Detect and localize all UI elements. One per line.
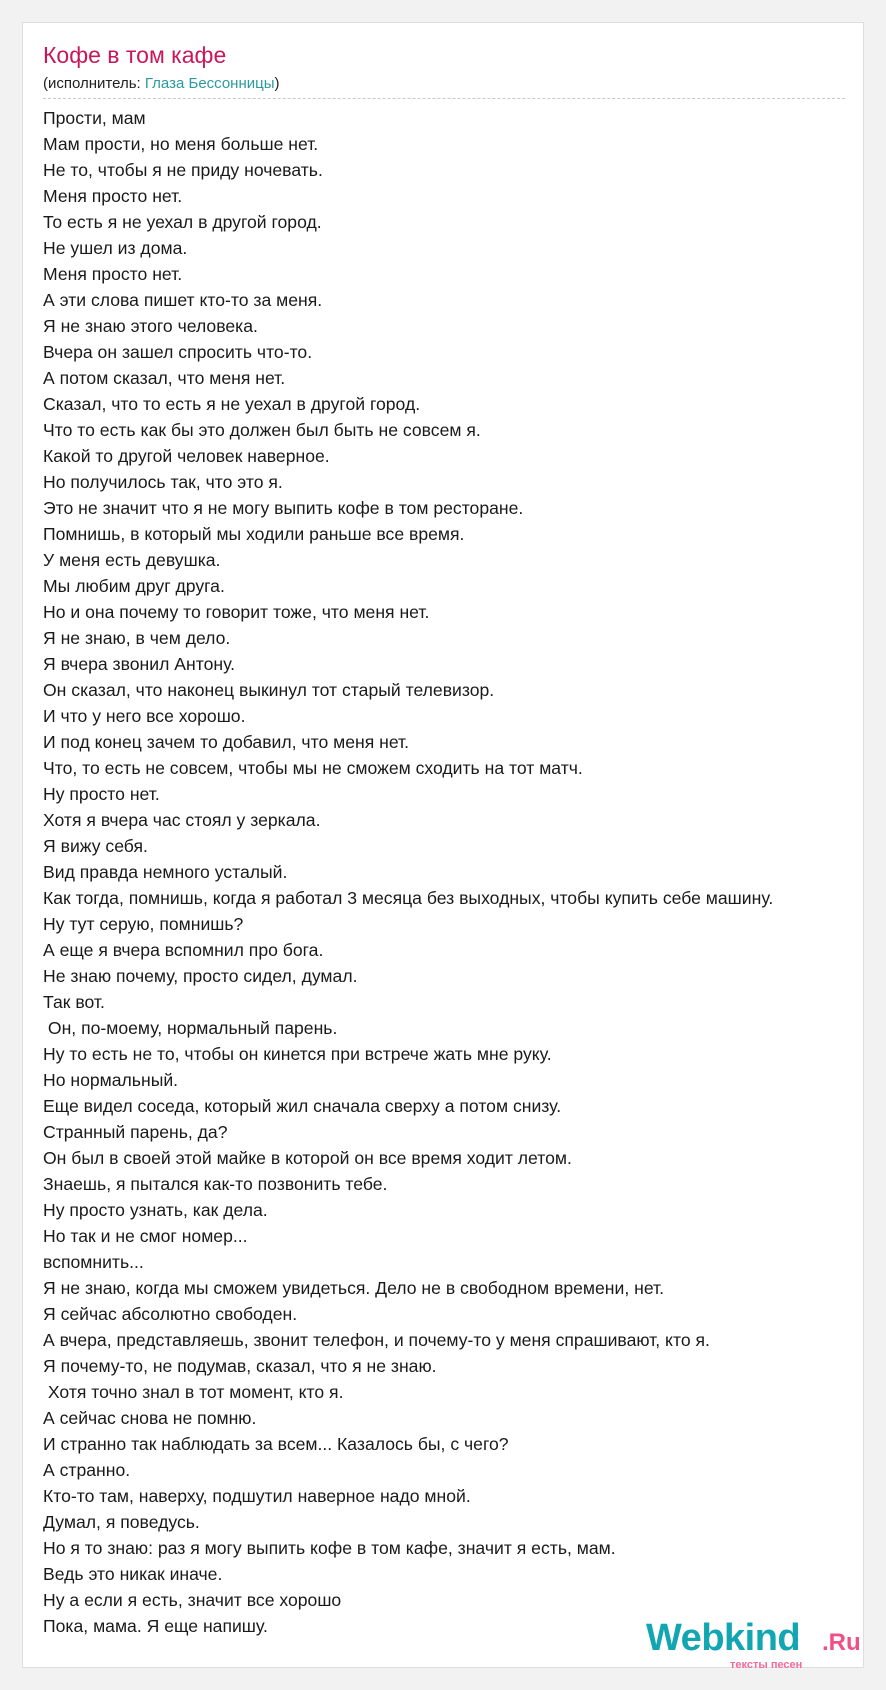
lyric-line: Не ушел из дома. bbox=[43, 238, 188, 258]
lyric-line: вспомнить... bbox=[43, 1252, 144, 1272]
lyric-line: А еще я вчера вспомнил про бога. bbox=[43, 940, 324, 960]
lyric-line: То есть я не уехал в другой город. bbox=[43, 212, 322, 232]
lyric-line: И под конец зачем то добавил, что меня нет. bbox=[43, 732, 410, 752]
lyric-line: Я не знаю этого человека. bbox=[43, 316, 258, 336]
lyric-line: Но и она почему то говорит тоже, что меня нет. bbox=[43, 602, 430, 622]
lyric-line: Но нормальный. bbox=[43, 1070, 179, 1090]
lyrics-card bbox=[22, 22, 864, 1668]
lyric-line: Пока, мама. Я еще напишу. bbox=[43, 1616, 268, 1636]
lyric-line: А сейчас снова не помню. bbox=[43, 1408, 257, 1428]
logo-wordmark: Webkind bbox=[646, 1617, 801, 1659]
lyric-line: Ну просто нет. bbox=[43, 784, 160, 804]
lyric-line: И что у него все хорошо. bbox=[43, 706, 246, 726]
lyric-line: Но так и не смог номер... bbox=[43, 1226, 248, 1246]
lyric-line: Ну то есть не то, чтобы он кинется при встрече жать мне руку. bbox=[43, 1044, 552, 1064]
lyric-line: Ну тут серую, помнишь? bbox=[43, 914, 244, 934]
lyric-line: Я не знаю, когда мы сможем увидеться. Дело не в свободном времени, нет. bbox=[43, 1278, 665, 1298]
artist-link[interactable]: Глаза Бессонницы bbox=[144, 75, 275, 92]
lyric-line: Ведь это никак иначе. bbox=[43, 1564, 223, 1584]
lyric-line: Меня просто нет. bbox=[43, 186, 183, 206]
lyric-line: Я не знаю, в чем дело. bbox=[43, 628, 231, 648]
lyric-line: Не то, чтобы я не приду ночевать. bbox=[43, 160, 323, 180]
lyric-line: Ну просто узнать, как дела. bbox=[43, 1200, 268, 1220]
title-divider bbox=[43, 98, 845, 99]
lyric-line: Знаешь, я пытался как-то позвонить тебе. bbox=[43, 1174, 388, 1194]
lyric-line: Но я то знаю: раз я могу выпить кофе в том кафе, значит я есть, мам. bbox=[43, 1538, 616, 1558]
lyric-line: Меня просто нет. bbox=[43, 264, 183, 284]
lyric-line: Он был в своей этой майке в которой он все время ходит летом. bbox=[43, 1148, 572, 1168]
lyric-line: Я почему-то, не подумав, сказал, что я не знаю. bbox=[43, 1356, 437, 1376]
lyric-line: Ну а если я есть, значит все хорошо bbox=[43, 1590, 342, 1610]
lyric-line: Что то есть как бы это должен был быть не совсем я. bbox=[43, 420, 481, 440]
lyric-line: Я вижу себя. bbox=[43, 836, 148, 856]
lyric-line: Хотя я вчера час стоял у зеркала. bbox=[43, 810, 321, 830]
lyric-line: Какой то другой человек наверное. bbox=[43, 446, 330, 466]
lyric-line: А вчера, представляешь, звонит телефон, и почему-то у меня спрашивают, кто я. bbox=[43, 1330, 710, 1350]
lyric-line: Сказал, что то есть я не уехал в другой город. bbox=[43, 394, 421, 414]
lyrics-text bbox=[43, 105, 859, 1639]
lyric-line: Прости, мам bbox=[43, 108, 146, 128]
lyric-line: Он сказал, что наконец выкинул тот старый телевизор. bbox=[43, 680, 495, 700]
lyric-line: Вчера он зашел спросить что-то. bbox=[43, 342, 313, 362]
lyric-line: У меня есть девушка. bbox=[43, 550, 221, 570]
lyric-line: Вид правда немного усталый. bbox=[43, 862, 288, 882]
lyric-line: А эти слова пишет кто-то за меня. bbox=[43, 290, 323, 310]
lyric-line: А странно. bbox=[43, 1460, 131, 1480]
artist-line bbox=[43, 74, 279, 94]
lyric-line: Помнишь, в который мы ходили раньше все время. bbox=[43, 524, 465, 544]
lyric-line: Хотя точно знал в тот момент, кто я. bbox=[43, 1382, 344, 1402]
lyric-line: Он, по-моему, нормальный парень. bbox=[43, 1018, 338, 1038]
lyric-line: Мы любим друг друга. bbox=[43, 576, 225, 596]
lyric-line: Но получилось так, что это я. bbox=[43, 472, 283, 492]
lyric-line: Не знаю почему, просто сидел, думал. bbox=[43, 966, 358, 986]
lyric-line: И странно так наблюдать за всем... Казалось бы, с чего? bbox=[43, 1434, 509, 1454]
lyric-line: Я сейчас абсолютно свободен. bbox=[43, 1304, 298, 1324]
lyric-line: А потом сказал, что меня нет. bbox=[43, 368, 286, 388]
lyric-line: Еще видел соседа, который жил сначала сверху а потом снизу. bbox=[43, 1096, 562, 1116]
lyric-line: Странный парень, да? bbox=[43, 1122, 228, 1142]
lyric-line: Я вчера звонил Антону. bbox=[43, 654, 235, 674]
lyric-line: Это не значит что я не могу выпить кофе в том ресторане. bbox=[43, 498, 524, 518]
lyric-line: Что, то есть не совсем, чтобы мы не сможем сходить на тот матч. bbox=[43, 758, 583, 778]
lyric-line: Так вот. bbox=[43, 992, 105, 1012]
song-title: Кофе в том кафе bbox=[43, 42, 227, 68]
logo-tagline: тексты песен bbox=[730, 1659, 803, 1671]
artist-suffix: ) bbox=[274, 75, 280, 92]
logo-domain-suffix: .Ru bbox=[822, 1629, 861, 1656]
webkind-logo[interactable] bbox=[646, 1616, 866, 1672]
lyric-line: Кто-то там, наверху, подшутил наверное надо мной. bbox=[43, 1486, 471, 1506]
lyric-line: Как тогда, помнишь, когда я работал 3 месяца без выходных, чтобы купить себе машину. bbox=[43, 888, 774, 908]
artist-prefix: (исполнитель: bbox=[43, 75, 145, 92]
lyric-line: Мам прости, но меня больше нет. bbox=[43, 134, 319, 154]
lyric-line: Думал, я поведусь. bbox=[43, 1512, 200, 1532]
